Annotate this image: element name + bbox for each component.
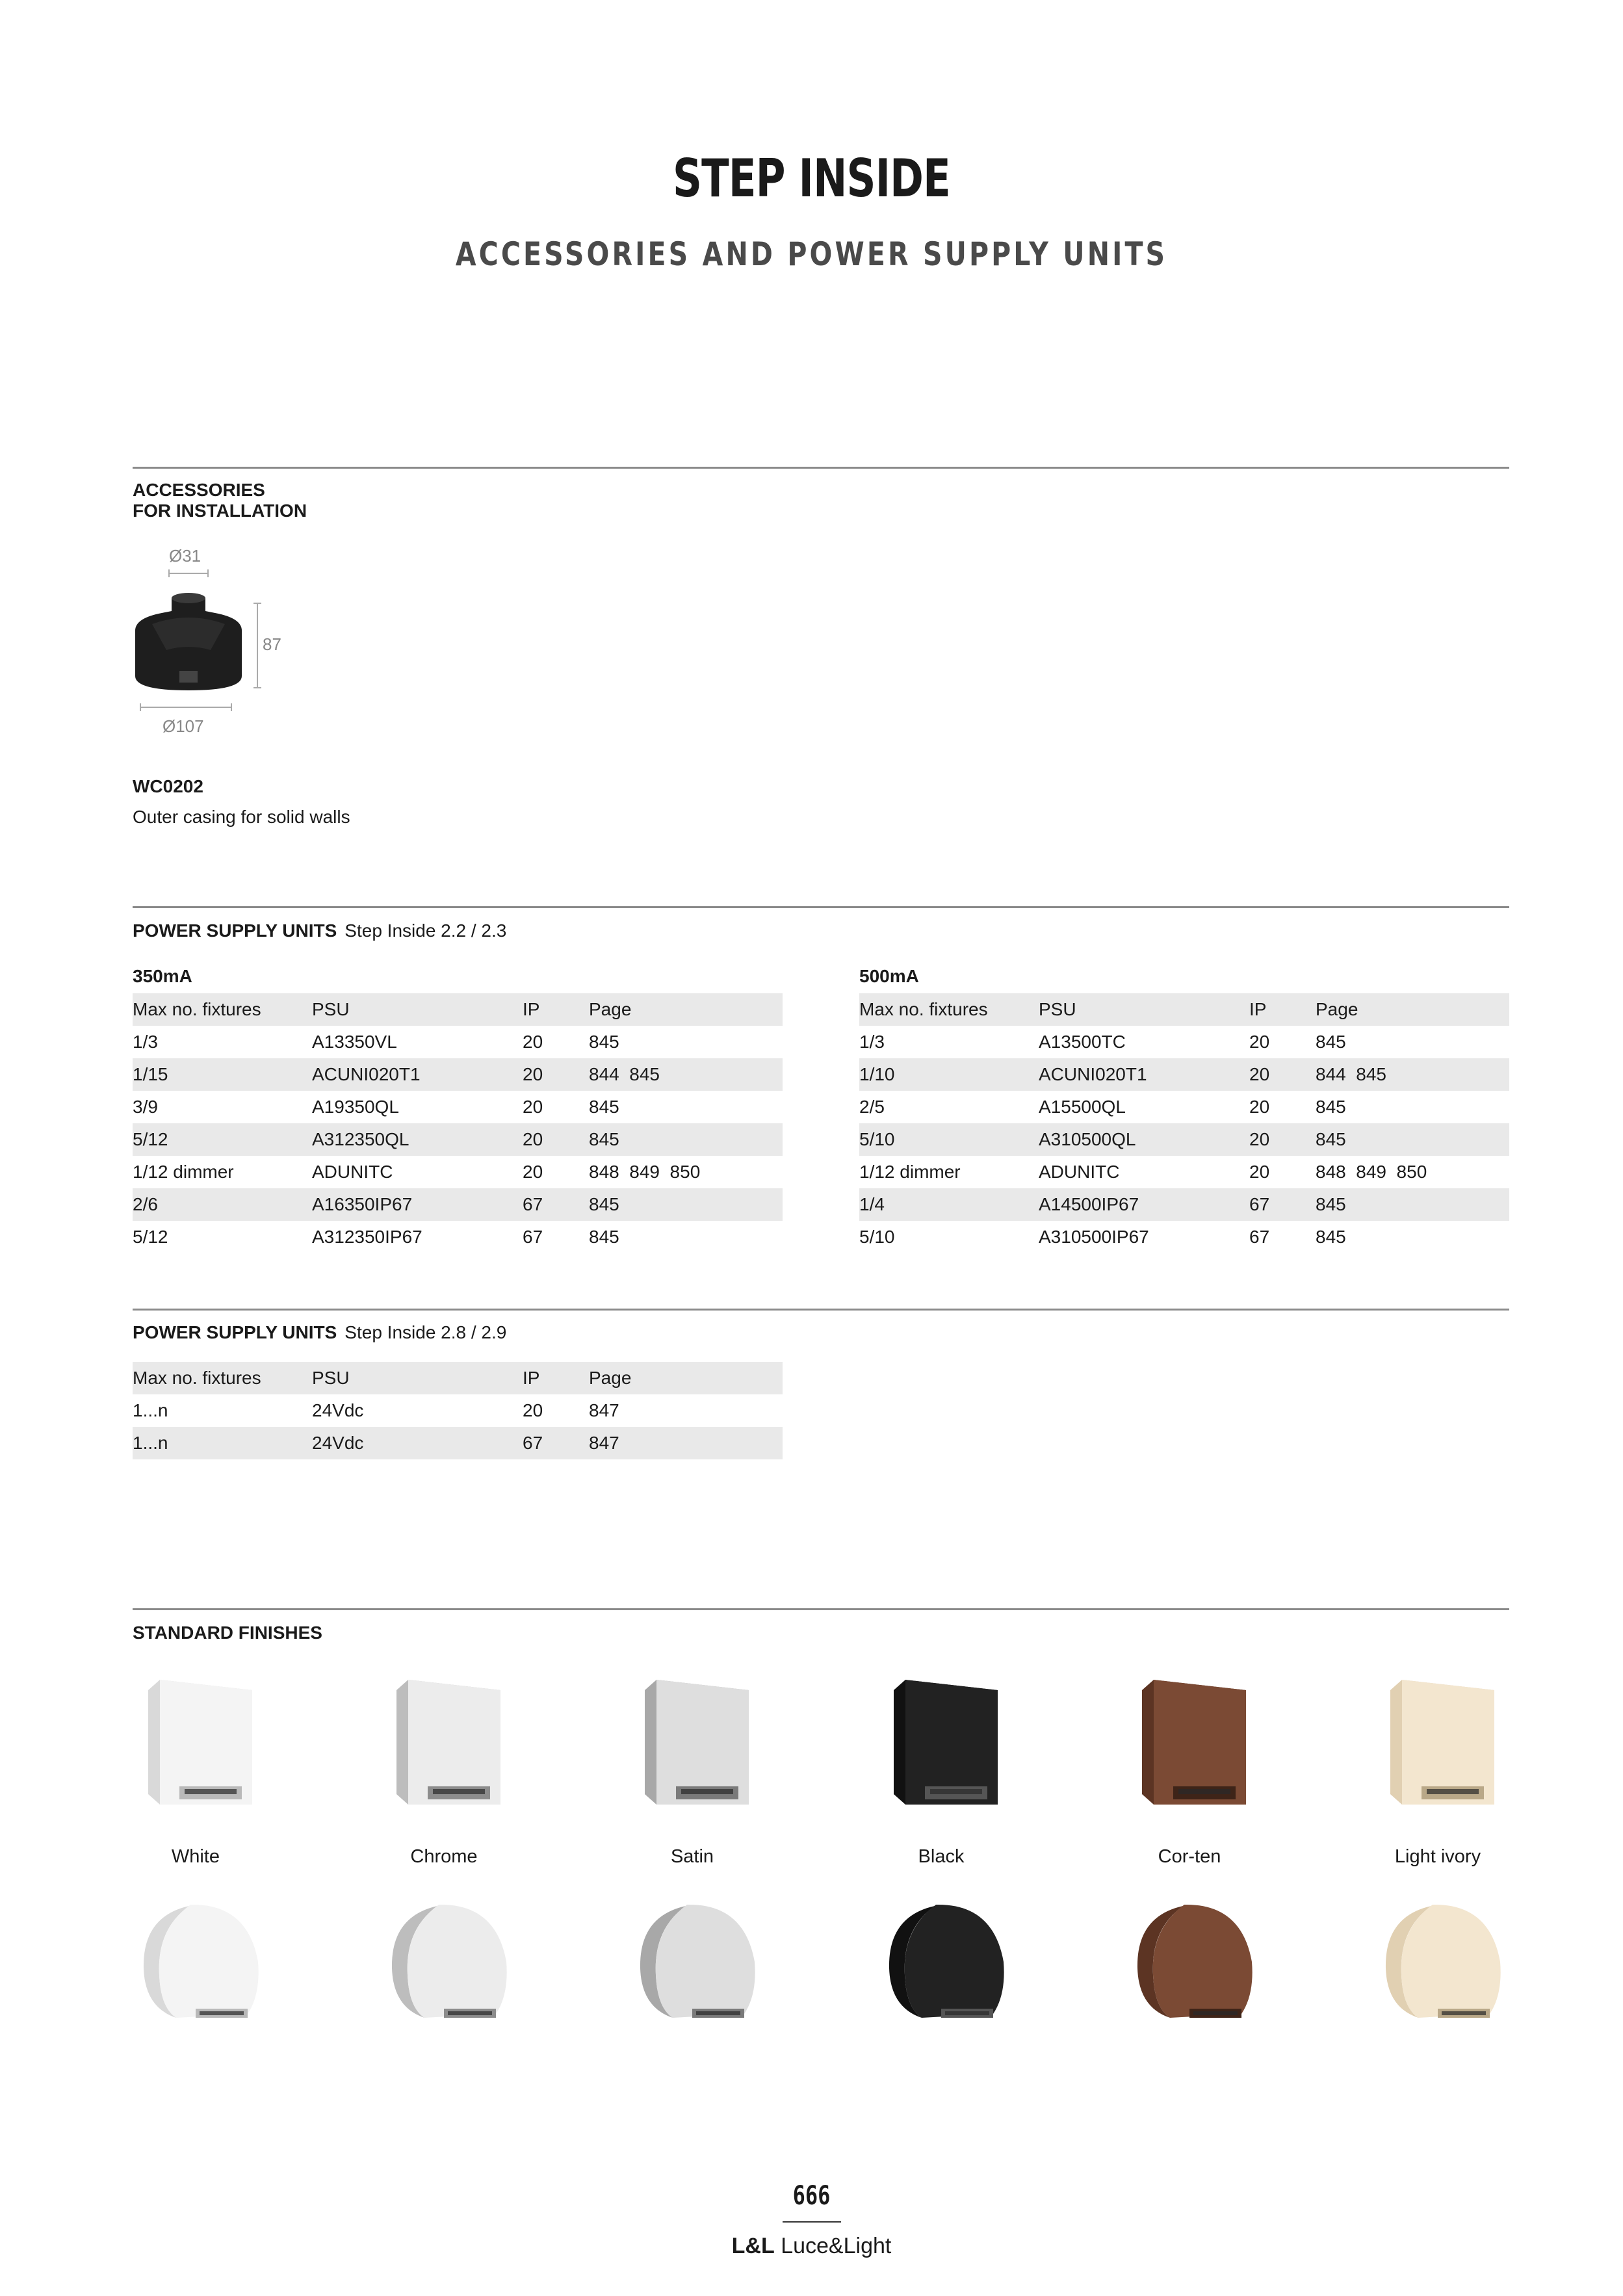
table-row: [133, 1394, 783, 1427]
page-number: 666: [792, 2181, 831, 2211]
table-cell: A312350QL: [312, 1123, 523, 1156]
finish-label: Chrome: [410, 1846, 478, 1867]
table-cell: 1/12 dimmer: [859, 1162, 961, 1182]
table-cell: 5/10: [859, 1123, 1039, 1156]
table-cell: 20: [523, 1162, 543, 1182]
column-header: Max no. fixtures: [133, 993, 312, 1026]
dimension-diameter-bottom: Ø107: [162, 716, 204, 736]
table-cell: A16350IP67: [312, 1188, 523, 1221]
table-cell: 1/4: [859, 1188, 1039, 1221]
table-row: [859, 1156, 1509, 1188]
table-cell: 845: [589, 1123, 783, 1156]
psu-table-500ma: [859, 993, 1509, 1253]
table-cell: 2/6: [133, 1188, 312, 1221]
table-cell: 848 849 850: [589, 1162, 701, 1182]
table-cell: 845: [589, 1188, 783, 1221]
table-cell: 848 849 850: [1316, 1162, 1427, 1182]
finish-square-fixture-1: [382, 1677, 506, 1817]
table-cell: A15500QL: [1039, 1097, 1126, 1117]
table-cell: 1/15: [133, 1058, 312, 1091]
table-cell: 5/12: [133, 1123, 312, 1156]
table-cell: 1...n: [133, 1427, 312, 1459]
column-header: Page: [1316, 993, 1509, 1026]
table-cell: 20: [1249, 1032, 1270, 1052]
column-header: IP: [523, 1362, 589, 1394]
table-cell: 845: [1316, 1188, 1509, 1221]
table-cell: 67: [1249, 1227, 1270, 1247]
table-cell: 1/10: [859, 1058, 1039, 1091]
column-header: Max no. fixtures: [859, 993, 1039, 1026]
section-divider: [133, 1309, 1509, 1311]
finish-square-fixture-2: [630, 1677, 754, 1817]
finish-label: Light ivory: [1394, 1846, 1481, 1867]
table-cell: 20: [523, 1400, 543, 1420]
finish-round-fixture-5: [1373, 1897, 1509, 2030]
table-cell: 1/3: [133, 1032, 158, 1052]
psu-heading-1: POWER SUPPLY UNITS Step Inside 2.2 / 2.3: [133, 920, 507, 941]
table-header-row: [133, 1362, 783, 1394]
table-cell: 20: [1249, 1123, 1316, 1156]
table-cell: 1/12 dimmer: [133, 1162, 234, 1182]
table-cell: ADUNITC: [312, 1162, 393, 1182]
table-cell: ACUNI020T1: [1039, 1058, 1249, 1091]
section-divider: [133, 467, 1509, 469]
table-row: [133, 1091, 783, 1123]
table-cell: 844 845: [1316, 1058, 1509, 1091]
table-label-500ma: 500mA: [859, 966, 919, 986]
table-row: [133, 1026, 783, 1058]
table-cell: 845: [589, 1227, 619, 1247]
casing-product-drawing: [133, 546, 302, 741]
table-cell: 845: [1316, 1123, 1509, 1156]
table-row: [859, 1188, 1509, 1221]
table-cell: 24Vdc: [312, 1400, 364, 1420]
finish-round-fixture-2: [627, 1897, 764, 2030]
product-code: WC0202: [133, 776, 203, 796]
finish-label: White: [171, 1846, 220, 1867]
finish-round-fixture-1: [379, 1897, 515, 2030]
table-row: [133, 1058, 783, 1091]
table-cell: 1/3: [859, 1032, 885, 1052]
table-cell: 845: [1316, 1097, 1346, 1117]
table-cell: 845: [1316, 1227, 1346, 1247]
table-cell: 845: [589, 1032, 619, 1052]
finish-round-fixture-3: [876, 1897, 1013, 2030]
table-row: [133, 1156, 783, 1188]
section-divider: [133, 906, 1509, 908]
table-row: [133, 1427, 783, 1459]
dimension-height: 87: [263, 634, 281, 654]
table-cell: 5/12: [133, 1227, 168, 1247]
table-cell: 67: [1249, 1188, 1316, 1221]
finish-round-fixture-4: [1124, 1897, 1261, 2030]
finish-square-fixture-4: [1128, 1677, 1251, 1817]
psu-table-350ma: [133, 993, 783, 1253]
column-header: PSU: [312, 1362, 523, 1394]
table-cell: A14500IP67: [1039, 1188, 1249, 1221]
column-header: Page: [589, 1362, 783, 1394]
section-divider: [133, 1608, 1509, 1610]
table-row: [133, 1188, 783, 1221]
table-cell: 5/10: [859, 1227, 895, 1247]
psu-table-24vdc: [133, 1362, 783, 1459]
table-row: [133, 1221, 783, 1253]
finish-square-fixture-3: [879, 1677, 1003, 1817]
column-header: Max no. fixtures: [133, 1362, 312, 1394]
finish-square-fixture-5: [1376, 1677, 1500, 1817]
table-cell: 20: [523, 1123, 589, 1156]
table-cell: 844 845: [589, 1058, 783, 1091]
table-row: [133, 1123, 783, 1156]
table-header-row: [133, 993, 783, 1026]
table-cell: ACUNI020T1: [312, 1058, 523, 1091]
table-row: [859, 1026, 1509, 1058]
table-row: [859, 1221, 1509, 1253]
column-header: PSU: [312, 993, 523, 1026]
finish-round-fixture-0: [131, 1897, 267, 2030]
table-cell: A310500IP67: [1039, 1227, 1149, 1247]
table-cell: 845: [589, 1097, 619, 1117]
finishes-heading: STANDARD FINISHES: [133, 1623, 322, 1643]
table-cell: 67: [523, 1188, 589, 1221]
table-cell: A13350VL: [312, 1032, 397, 1052]
table-cell: 20: [1249, 1097, 1270, 1117]
table-cell: 20: [523, 1032, 543, 1052]
column-header: IP: [1249, 993, 1316, 1026]
table-row: [859, 1091, 1509, 1123]
table-cell: 3/9: [133, 1097, 158, 1117]
table-cell: 20: [523, 1058, 589, 1091]
table-row: [859, 1123, 1509, 1156]
dimension-diameter-top: Ø31: [169, 546, 201, 566]
table-cell: A310500QL: [1039, 1123, 1249, 1156]
psu-heading-2: POWER SUPPLY UNITS Step Inside 2.8 / 2.9: [133, 1322, 507, 1342]
finish-label: Satin: [670, 1846, 714, 1867]
table-cell: 67: [523, 1227, 543, 1247]
table-cell: A312350IP67: [312, 1227, 422, 1247]
finish-square-fixture-0: [134, 1677, 257, 1817]
table-cell: ADUNITC: [1039, 1162, 1120, 1182]
table-cell: 20: [1249, 1162, 1270, 1182]
column-header: PSU: [1039, 993, 1249, 1026]
table-cell: 847: [589, 1427, 783, 1459]
footer-divider: [783, 2221, 841, 2223]
table-cell: 847: [589, 1400, 619, 1420]
page-title: STEP INSIDE: [672, 148, 951, 209]
finish-label: Black: [918, 1846, 965, 1867]
product-description: Outer casing for solid walls: [133, 807, 350, 827]
table-label-350ma: 350mA: [133, 966, 192, 986]
column-header: IP: [523, 993, 589, 1026]
table-cell: 24Vdc: [312, 1427, 523, 1459]
table-cell: 20: [1249, 1058, 1316, 1091]
table-cell: A13500TC: [1039, 1032, 1126, 1052]
table-header-row: [859, 993, 1509, 1026]
table-cell: 2/5: [859, 1097, 885, 1117]
table-cell: 1...n: [133, 1400, 168, 1420]
column-header: Page: [589, 993, 783, 1026]
accessories-heading: ACCESSORIES FOR INSTALLATION: [133, 480, 307, 521]
table-cell: 20: [523, 1097, 543, 1117]
table-cell: A19350QL: [312, 1097, 399, 1117]
table-row: [859, 1058, 1509, 1091]
table-cell: 67: [523, 1427, 589, 1459]
table-cell: 845: [1316, 1032, 1346, 1052]
page-subtitle: ACCESSORIES AND POWER SUPPLY UNITS: [455, 235, 1168, 273]
finish-label: Cor-ten: [1158, 1846, 1221, 1867]
brand-name: L&L Luce&Light: [731, 2234, 892, 2258]
